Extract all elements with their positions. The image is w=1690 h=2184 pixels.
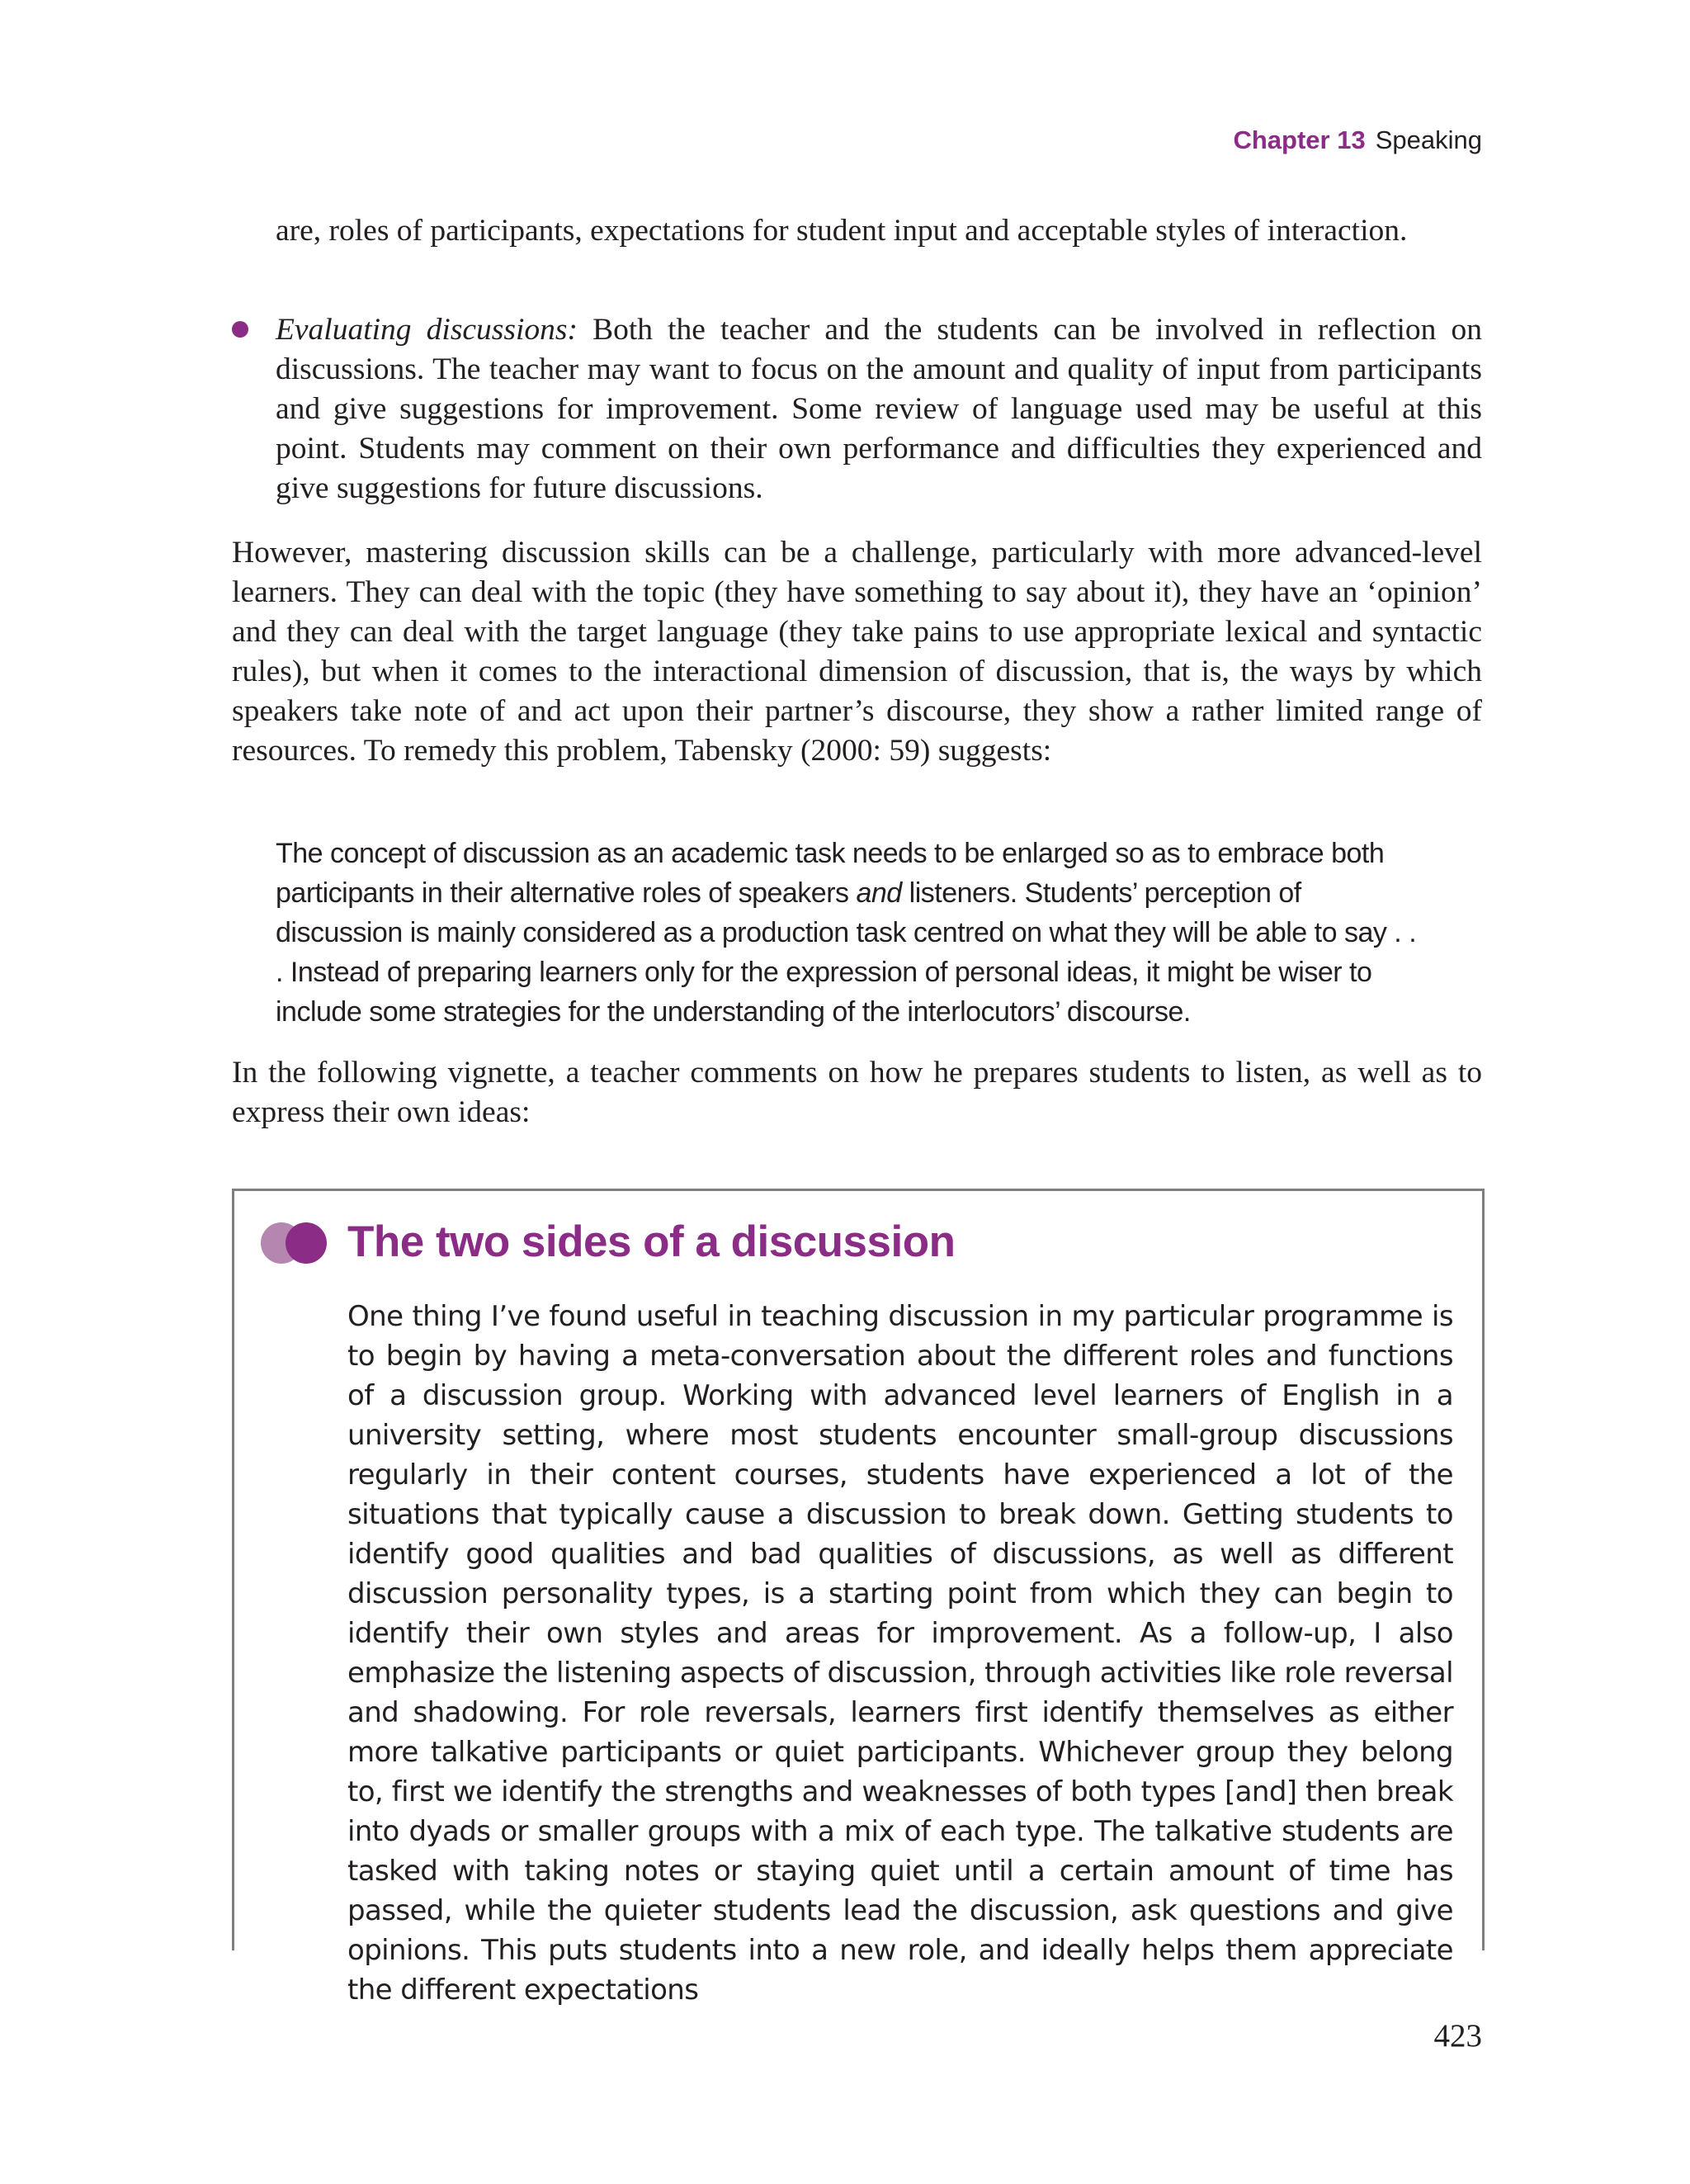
- body-paragraph-vignette-intro: In the following vignette, a teacher comments on how he prepares students to listen, as well as to express their own ideas:: [232, 1056, 1482, 1129]
- continuation-paragraph: are, roles of participants, expectations for student input and acceptable styles of interaction.: [276, 214, 1408, 248]
- body-paragraph-mastering-discussion: However, mastering discussion skills can be a challenge, particularly with more advanced-level learners. They can deal with the topic (they have something to say about it), they have an ‘opinion’ and they can deal with the target language (they take pains to use appropriate lexical and syntactic rules), but when it comes to the interactional dimension of discussion, that is, the ways by which speakers take note of and act upon their partner’s discourse, they show a rather limited range of resources. To remedy this problem, Tabensky (2000: 59) suggests:: [232, 536, 1482, 768]
- bullet-text: Both the teacher and the students can be involved in reflection on discussions. The teacher may want to focus on the amount and quality of input from participants and give suggestions for improvement. Some review of language used may be useful at this point. Students may comment on their own performance and difficulties they experienced and give suggestions for future discussions.: [276, 313, 1482, 505]
- vignette-box: [232, 1189, 1485, 2007]
- quote-part-2: listeners. Students’ perception of discussion is mainly considered as a production task centred on what they will be able to say . . . Instead of preparing learners only for the expression of personal ideas, it might be wiser to include some strategies for the understanding of the interlocutors’ discourse.: [276, 877, 1417, 1028]
- chapter-label: Chapter 13: [1233, 125, 1366, 154]
- page-number: 423: [1433, 2018, 1482, 2054]
- bullet-item-evaluating-discussions: [276, 310, 1482, 508]
- bullet-term: Evaluating discussions:: [276, 313, 578, 347]
- two-circles-icon: [261, 1221, 330, 1265]
- block-quote-tabensky: [276, 834, 1424, 1032]
- quote-emphasis: and: [856, 877, 902, 909]
- vignette-body: One thing I’ve found useful in teaching discussion in my particular programme is to begin by having a meta-conversation about the different roles and functions of a discussion group. Working with advanced level learners of English in a university setting, where most students encounter small-group discussions regularly in their content courses, students have experienced a lot of the situations that typically cause a discussion to break down. Getting students to identify good qualities and bad qualities of discussions, as well as different discussion personality types, is a starting point from which they can begin to identify their own styles and areas for improvement. As a follow-up, I also emphasize the listening aspects of discussion, through activities like role reversal and shadowing. For role reversals, learners first identify themselves as either more talkative participants or quiet participants. Whichever group they belong to, first we identify the strengths and weaknesses of both types [and] then break into dyads or smaller groups with a mix of each type. The talkative students are tasked with taking notes or staying quiet until a certain amount of time has passed, while the quieter students lead the discussion, ask questions and give opinions. This puts students into a new role, and ideally helps them appreciate the different expectations: [347, 1300, 1453, 2007]
- running-head: [1233, 125, 1482, 155]
- section-label: Speaking: [1375, 125, 1482, 154]
- bullet-icon: [232, 321, 248, 338]
- vignette-title: The two sides of a discussion: [347, 1217, 956, 1266]
- quote-part-1: The concept of discussion as an academic task needs to be enlarged so as to embrace both participants in their alternative roles of speakers: [276, 838, 1385, 909]
